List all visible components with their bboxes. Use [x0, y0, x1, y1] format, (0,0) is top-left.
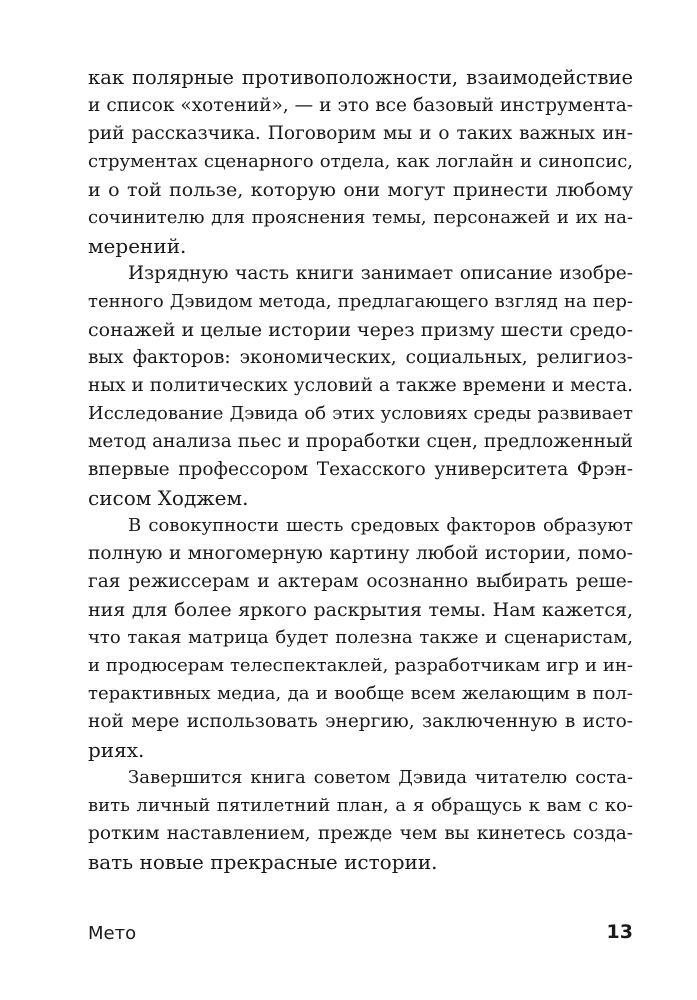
- text-line: ния для более яркого раскрытия темы. Нам кажется,: [88, 599, 633, 621]
- text-line: струментах сценарного отдела, как логлайн и синопсис,: [88, 151, 633, 172]
- text-line: сонажей и целые истории через призму шести средо-: [88, 319, 633, 341]
- text-line: сисом Ходжем.: [88, 486, 249, 510]
- paragraph-first-line: Изрядную часть книги занимает описание изобре-: [128, 263, 633, 284]
- text-line: как полярные противоположности, взаимодействие: [88, 66, 633, 89]
- text-line: вить личный пятилетний план, а я обращусь к вам с ко-: [88, 795, 633, 816]
- text-line: ных и политических условий а также времени и места.: [88, 375, 633, 396]
- paragraph-first-line: Завершится книга советом Дэвида читателю соста-: [128, 767, 633, 788]
- text-line: что такая матрица будет полезна также и сценаристам,: [88, 627, 633, 648]
- text-line: Исследование Дэвида об этих условиях среды развивает: [88, 403, 633, 424]
- text-line: сочинителю для прояснения темы, персонажей и их на-: [88, 207, 633, 228]
- text-line: риях.: [88, 738, 145, 762]
- text-line: и список «хотений», — и это все базовый инструмента-: [88, 95, 633, 116]
- paragraph-first-line: В совокупности шесть средовых факторов образуют: [128, 515, 633, 536]
- text-line: ротким наставлением, прежде чем вы кинетесь созда-: [88, 823, 633, 844]
- text-line: гая режиссерам и актерам осознанно выбирать реше-: [88, 571, 633, 592]
- text-line: ной мере использовать энергию, заключенную в исто-: [88, 711, 633, 732]
- text-line: и продюсерам телеспектаклей, разработчикам игр и ин-: [88, 655, 633, 676]
- text-line: и о той пользе, которую они могут принести любому: [88, 179, 633, 201]
- text-line: метод анализа пьес и проработки сцен, предложенный: [88, 431, 633, 452]
- text-line: рий рассказчика. Поговорим мы и о таких важных ин-: [88, 123, 633, 144]
- footer-publisher-label: Мето: [88, 923, 137, 944]
- text-line: вать новые прекрасные истории.: [88, 850, 438, 874]
- text-line: тенного Дэвидом метода, предлагающего взгляд на пер-: [88, 291, 633, 312]
- page-number: 13: [606, 921, 633, 943]
- text-line: полную и многомерную картину любой истории, помо-: [88, 543, 633, 564]
- text-line: впервые профессором Техасского университета Фрэн-: [88, 459, 633, 480]
- text-line: терактивных медиа, да и вообще всем желающим в пол-: [88, 683, 633, 704]
- text-line: мерений.: [88, 234, 187, 258]
- text-line: вых факторов: экономических, социальных, религиоз-: [88, 347, 633, 368]
